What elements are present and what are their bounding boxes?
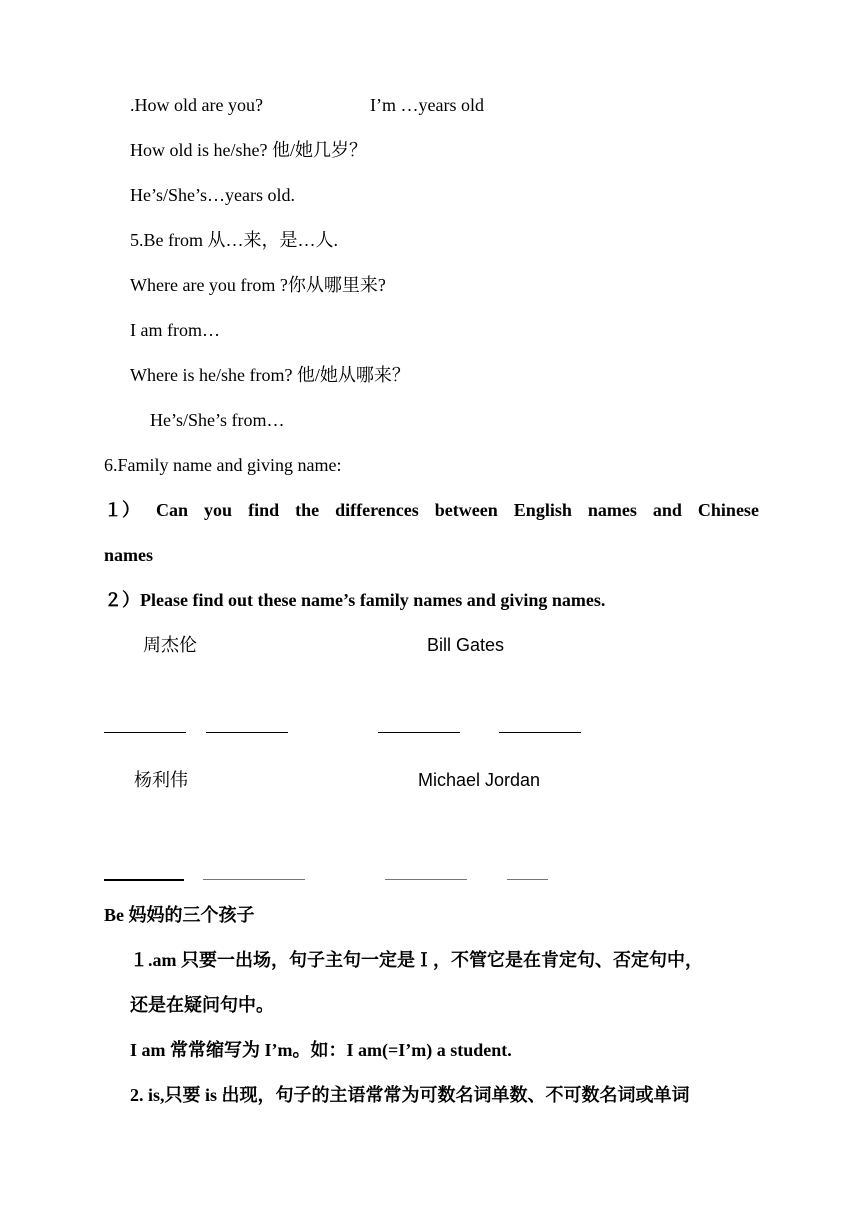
q1-word: English	[513, 500, 572, 520]
answer-blank[interactable]	[206, 732, 288, 733]
q1-word: and	[652, 500, 682, 520]
paragraph-am: １.am 只要一出场，句子主句一定是Ｉ，不管它是在肯定句、否定句中，	[130, 950, 703, 970]
answer-blank[interactable]	[104, 732, 186, 733]
question-2: ２）Please find out these name’s family names and giving names.	[104, 590, 606, 610]
text-line-i-am-from: I am from…	[130, 320, 220, 340]
name-yang-liwei: 杨利伟	[134, 770, 188, 790]
text-line-years-old: I’m …years old	[370, 95, 484, 115]
q1-word: the	[295, 500, 320, 520]
paragraph-im-contraction: I am 常常缩写为 I’m。如：I am(=I’m) a student.	[130, 1040, 512, 1060]
paragraph-am-continuation: 还是在疑问句中。	[130, 995, 274, 1015]
text-line-how-old-is-he-she: How old is he/she? 他/她几岁？	[130, 140, 367, 160]
name-bill-gates: Bill Gates	[427, 635, 505, 655]
question-1-line	[104, 499, 759, 521]
text-line-be-from: 5.Be from 从…来，是…人.	[130, 230, 338, 250]
text-line-where-is-he-she-from: Where is he/she from? 他/她从哪来？	[130, 365, 410, 385]
q1-word: you	[204, 500, 233, 520]
q1-word: find	[248, 500, 280, 520]
name-michael-jordan: Michael Jordan	[418, 770, 541, 790]
name-zhou-jielun: 周杰伦	[143, 635, 197, 655]
question-1-continuation: names	[104, 545, 153, 565]
answer-blank[interactable]	[104, 879, 184, 881]
q1-word: between	[434, 500, 498, 520]
be-section-title: Be 妈妈的三个孩子	[104, 905, 255, 925]
text-line-how-old-are-you: .How old are you?	[130, 95, 263, 115]
text-line-hes-shes-years-old: He’s/She’s…years old.	[130, 185, 295, 205]
text-line-hes-shes-from: He’s/She’s from…	[150, 410, 285, 430]
answer-blank[interactable]	[378, 732, 460, 733]
q1-word: names	[587, 500, 637, 520]
text-line-where-are-you-from: Where are you from ?你从哪里来?	[130, 275, 386, 295]
q1-word: Chinese	[697, 500, 759, 520]
q1-word: differences	[335, 500, 419, 520]
answer-blank[interactable]	[499, 732, 581, 733]
answer-blank[interactable]	[507, 879, 548, 880]
section-heading-family-name: 6.Family name and giving name:	[104, 455, 342, 475]
paragraph-is: 2. is,只要 is 出现，句子的主语常常为可数名词单数、不可数名词或单词	[130, 1085, 690, 1105]
answer-blank[interactable]	[385, 879, 467, 880]
answer-blank[interactable]	[203, 879, 305, 880]
q1-word: １）	[104, 500, 140, 520]
q1-word: Can	[156, 500, 189, 520]
